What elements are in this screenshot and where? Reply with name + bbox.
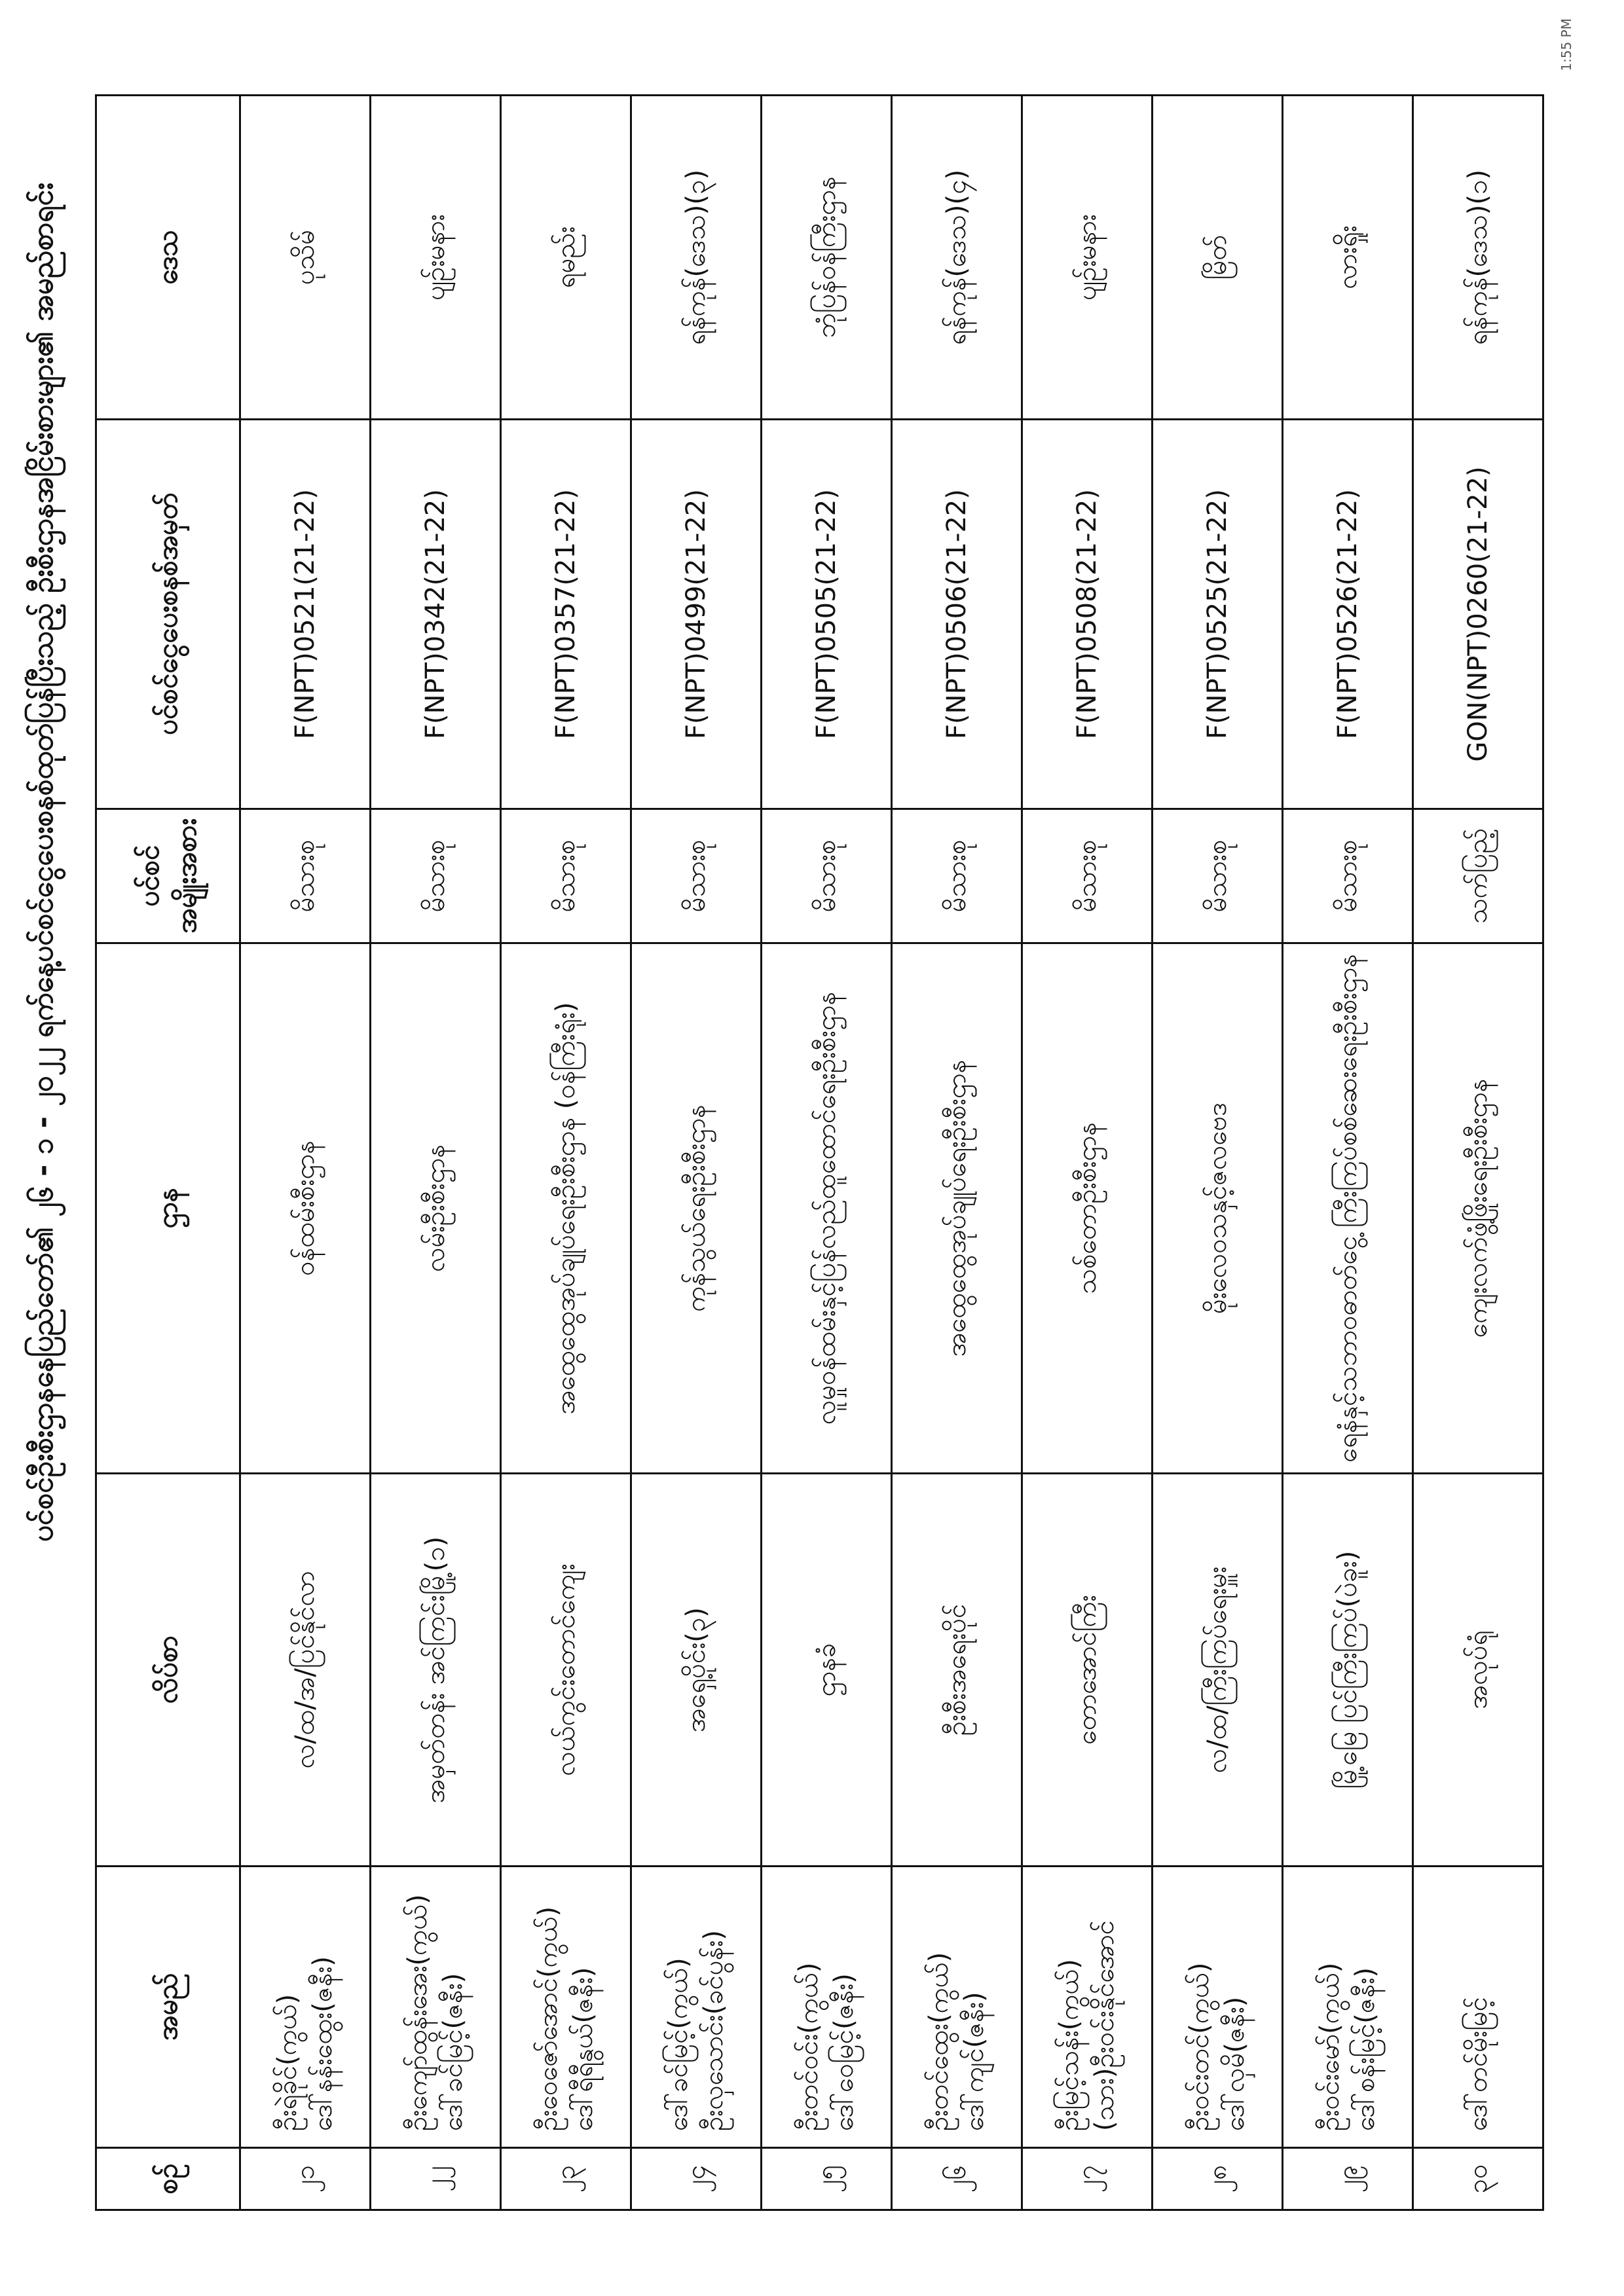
cell-address: လ/ထ/အ/ပြင်နိုင်လာ xyxy=(240,1474,371,1867)
cell-no: ၂၆ xyxy=(892,2148,1022,2210)
cell-pension-type: မိသားစု xyxy=(631,809,762,943)
cell-address: လယ်ကွင်းတောင်ကျေး xyxy=(501,1474,631,1867)
cell-ppo: F(NPT)0525(21-22) xyxy=(1153,420,1283,809)
name-primary: ဦးတင်ဝင်း(ကွယ်) xyxy=(794,1962,824,2131)
header-address: လိပ်စာ xyxy=(96,1474,240,1867)
header-row xyxy=(96,96,240,2210)
cell-no: ၂၁ xyxy=(240,2148,371,2210)
table-row xyxy=(762,96,892,2210)
name-primary: ဦးရဲခိုင်(ကွယ်) xyxy=(272,1994,303,2131)
cell-ppo: F(NPT)0357(21-22) xyxy=(501,420,631,809)
cell-name xyxy=(1153,1867,1283,2148)
cell-department: လူမှုဝန်ထမ်းနှင့်ပြန်လည်ထူထောင်ရေးဦးစီးဌာန xyxy=(762,943,892,1474)
name-secondary: ဒေါ်လှမိ(ဇနီး) xyxy=(1220,1996,1250,2131)
cell-department: ဝန်ထမ်းစီးဌာန xyxy=(240,943,371,1474)
cell-no: ၂၄ xyxy=(631,2148,762,2210)
table-row xyxy=(1283,96,1413,2210)
table-row xyxy=(240,96,371,2210)
table-row xyxy=(1153,96,1283,2210)
cell-department: ကုန်သွယ်ရေးဦးစီးဌာန xyxy=(631,943,762,1474)
cell-department: ကျေးလက်ဖွံ့ဖြိုးရေးဦးစီးဌာန xyxy=(1413,943,1543,1474)
cell-name xyxy=(1283,1867,1413,2148)
cell-district: ရမည်း xyxy=(501,96,631,420)
cell-pension-type: မိသားစု xyxy=(371,809,501,943)
cell-pension-type: မိသားစု xyxy=(1153,809,1283,943)
cell-address: လ/ထ/ကြီးကြပ်ရေးမှူး xyxy=(1153,1474,1283,1867)
table-row xyxy=(1413,96,1543,2210)
cell-ppo: F(NPT)0521(21-22) xyxy=(240,420,371,809)
table-row xyxy=(1022,96,1153,2210)
name-primary: ဦးမြင့်သန်း(ကွယ်) xyxy=(1054,1959,1084,2131)
name-primary: ဦးဝေဇော်အောင်(ကွယ်) xyxy=(533,1906,563,2131)
name-primary: ဦးဝင်းမော်(ကွယ်) xyxy=(1315,1962,1345,2131)
header-district: ဒေသ xyxy=(96,96,240,420)
cell-no: ၂၂ xyxy=(371,2148,501,2210)
cell-address: ဌာနခံ xyxy=(762,1474,892,1867)
cell-address: အလုပ်ရုံ xyxy=(1413,1474,1543,1867)
name-secondary: ဒေါ်နန်းထွေး(ဇနီး) xyxy=(308,1956,338,2131)
cell-department: အထွေထွေအုပ်ချုပ်ရေးဦးစီးဌာန (ဝန်ကြီးရုံး) xyxy=(501,943,631,1474)
cell-address: မြို့မြေ ပြင်ကြီးကြပ်(ပဲခူး) xyxy=(1283,1474,1413,1867)
header-no: စဉ် xyxy=(96,2148,240,2210)
cell-pension-type: မိသားစု xyxy=(1022,809,1153,943)
name-primary: ဒေါ်တင်မိုးမြင့် xyxy=(1463,1997,1493,2131)
header-department: ဌာန xyxy=(96,943,240,1474)
cell-district: ပုသိမ် xyxy=(240,96,371,420)
name-primary: ဒေါ်ခင်မြင့်(ကွယ်) xyxy=(663,1958,693,2131)
cell-district: ဘုံပြန်ဝန်ကြီးဌာန xyxy=(762,96,892,420)
header-name: အမည် xyxy=(96,1867,240,2148)
cell-name xyxy=(762,1867,892,2148)
cell-department: လမ်းဦးစီးဌာန xyxy=(371,943,501,1474)
cell-name xyxy=(501,1867,631,2148)
cell-address: အမှတ်တန်း အင်ကြင်းမြို့(၁) xyxy=(371,1474,501,1867)
cell-name xyxy=(631,1867,762,2148)
name-secondary: ဦးလှသောင်း(ခင်ပွန်း) xyxy=(699,1929,729,2131)
cell-address: တောအောင်ကြီး xyxy=(1022,1474,1153,1867)
cell-department: သစ်တောဦးစီးဌာန xyxy=(1022,943,1153,1474)
cell-ppo: F(NPT)0342(21-22) xyxy=(371,420,501,809)
cell-address: အရှေ့ပိုင်း(၃) xyxy=(631,1474,762,1867)
cell-district: ပျဉ်းမနား xyxy=(1022,96,1153,420)
cell-ppo: F(NPT)0499(21-22) xyxy=(631,420,762,809)
name-primary: ဦးဝင်းတင်(ကွယ်) xyxy=(1185,1962,1215,2131)
cell-district: လားရှိုး xyxy=(1283,96,1413,420)
header-pension-type: ပင်စင် အမျိုးအစား xyxy=(96,809,240,943)
cell-pension-type: မိသားစု xyxy=(892,809,1022,943)
cell-pension-type: မိသားစု xyxy=(501,809,631,943)
cell-name xyxy=(892,1867,1022,2148)
cell-department: မိုးလေဝသနှင့်ဇလဗေဒ xyxy=(1153,943,1283,1474)
pension-records-table xyxy=(95,94,1544,2211)
cell-pension-type: မိသားစု xyxy=(240,809,371,943)
table-row xyxy=(892,96,1022,2210)
cell-pension-type: မိသားစု xyxy=(1283,809,1413,943)
cell-no: ၂၃ xyxy=(501,2148,631,2210)
cell-ppo: F(NPT)0506(21-22) xyxy=(892,420,1022,809)
cell-no: ၂၇ xyxy=(1022,2148,1153,2210)
table-row xyxy=(371,96,501,2210)
cell-no: ၃၀ xyxy=(1413,2148,1543,2210)
cell-name xyxy=(371,1867,501,2148)
name-secondary: (သား)ဦးဝင်းနိုင်အောင် xyxy=(1090,1920,1120,2131)
name-secondary: ဒေါ်ကျင်(ဇနီး) xyxy=(959,1992,989,2131)
header-ppo: ပင်စင်ငွေပေးစနစ်အမှတ် xyxy=(96,420,240,809)
cell-pension-type: သက်ပြည့် xyxy=(1413,809,1543,943)
cell-ppo: F(NPT)0526(21-22) xyxy=(1283,420,1413,809)
cell-district: ရန်ကုန်(ဒေသ)(၁) xyxy=(1413,96,1543,420)
cell-ppo: GON(NPT)0260(21-22) xyxy=(1413,420,1543,809)
cell-name xyxy=(240,1867,371,2148)
cell-department: ရေနံနှင့်သဘာဝဓာတ်ငွေ့ ကြီးကြပ်စစ်ဆေးရေးဦးစီးဌာန xyxy=(1283,943,1413,1474)
cell-pension-type: မိသားစု xyxy=(762,809,892,943)
cell-ppo: F(NPT)0505(21-22) xyxy=(762,420,892,809)
cell-district: ရန်ကုန်(ဒေသ)(၃) xyxy=(631,96,762,420)
name-secondary: ဒေါ်ခင်မြင့်(ဇနီး) xyxy=(438,1973,468,2131)
cell-district: ရန်ကုန်(ဒေသ)(၄) xyxy=(892,96,1022,420)
name-secondary: ဒေါ်ရီရီနွယ်(ဇနီး) xyxy=(568,1967,599,2131)
name-primary: ဦးတင်ထွေး(ကွယ်) xyxy=(924,1952,954,2131)
cell-department: အထွေထွေအုပ်ချုပ်ရေးဦးစီးဌာန xyxy=(892,943,1022,1474)
cell-no: ၂၈ xyxy=(1153,2148,1283,2210)
cell-address: ဦးစီးအရေးပိုင် xyxy=(892,1474,1022,1867)
scan-timestamp: 1:55 PM xyxy=(1559,18,1574,71)
name-primary: ဦးကျော်ထွန်းအေး(ကွယ်) xyxy=(403,1894,433,2131)
cell-district: ပျဉ်းမနား xyxy=(371,96,501,420)
document-title: ပင်စင်ဦးစီးဌာနနေပြည်တော်၏ ၂၆ - ၁ - ၂၀၂၂ ရက်နေ့ပင်စင်ငွေပေးစနစ်ထုတ်ပြန်ပြီးသည့် ဦးစီးဌာနအငြိမ်းစားများ၏ အမည်စာရင်း xyxy=(26,182,60,1542)
cell-no: ၂၅ xyxy=(762,2148,892,2210)
name-secondary: ဒေါ်ဝေမြင့်(ဇနီး) xyxy=(829,1973,859,2131)
cell-district: မြိတ် xyxy=(1153,96,1283,420)
cell-ppo: F(NPT)0508(21-22) xyxy=(1022,420,1153,809)
name-secondary: ဒေါ်စန်းမြင့်(ဇနီး) xyxy=(1350,1967,1380,2131)
cell-name xyxy=(1413,1867,1543,2148)
table-row xyxy=(501,96,631,2210)
cell-name xyxy=(1022,1867,1153,2148)
table-row xyxy=(631,96,762,2210)
cell-no: ၂၉ xyxy=(1283,2148,1413,2210)
